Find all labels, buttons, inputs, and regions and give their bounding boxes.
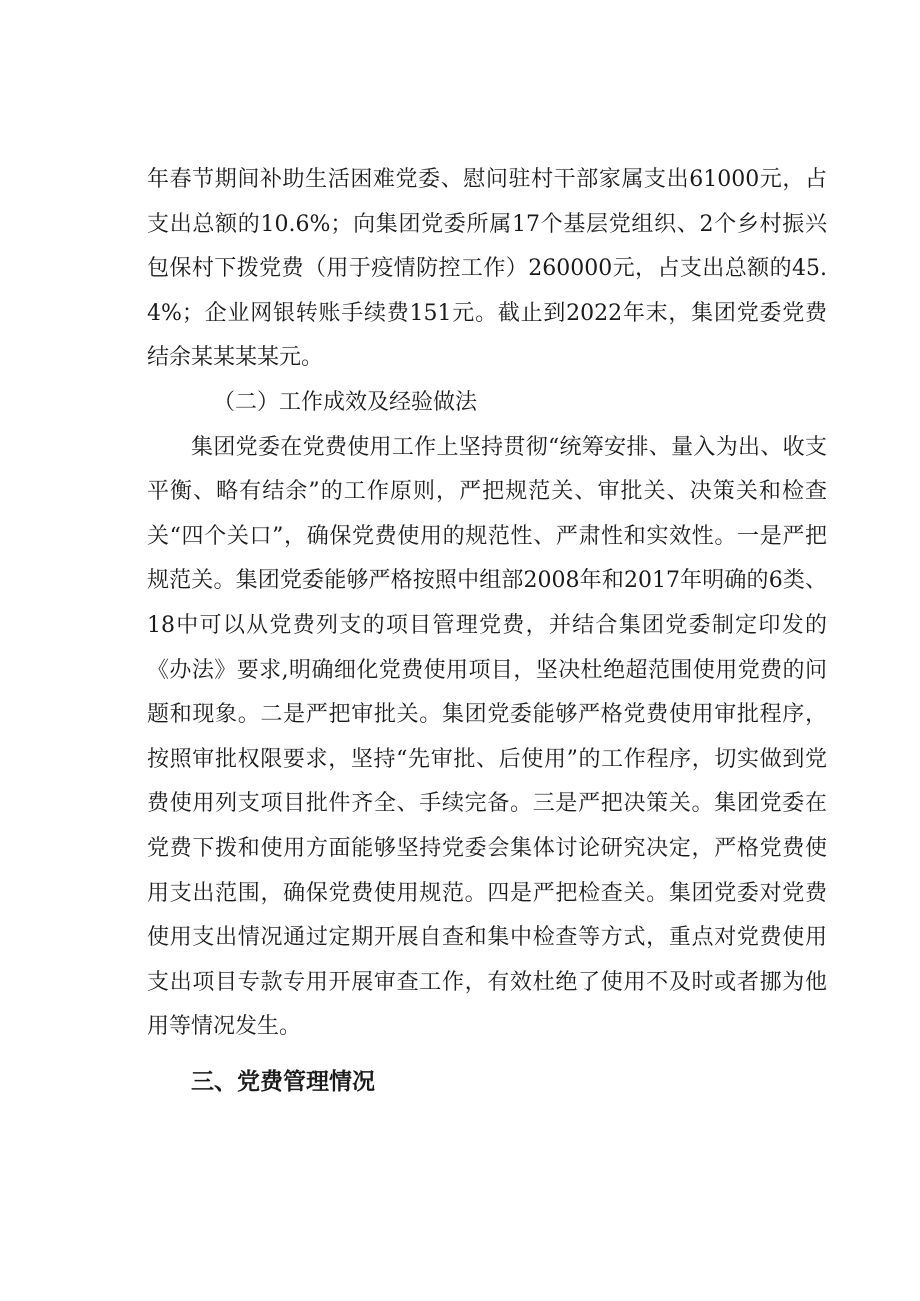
paragraph-main: 集团党委在党费使用工作上坚持贯彻“统筹安排、量入为出、收支平衡、略有结余”的工作原则，严把规范关、审批关、决策关和检查关“四个关口”，确保党费使用的规范性、严肃性和实效性。一是严把规范关。集团党委能够严格按照中组部2008年和2017年明确的6类、18中可以从党费列支的项目管理党费，并结合集团党委制定印发的《办法》要求,明确细化党费使用项目，坚决杜绝超范围使用党费的问题和现象。二是严把审批关。集团党委能够严格党费使用审批程序，按照审批权限要求，坚持“先审批、后使用”的工作程序，切实做到党费使用列支项目批件齐全、手续完备。三是严把决策关。集团党委在党费下拨和使用方面能够坚持党委会集体讨论研究决定，严格党费使用支出范围，确保党费使用规范。四是严把检查关。集团党委对党费使用支出情况通过定期开展自查和集中检查等方式，重点对党费使用支出项目专款专用开展审查工作，有效杜绝了使用不及时或者挪为他用等情况发生。 [147, 434, 827, 1040]
section-heading-fee-management: 三、党费管理情况 [191, 1068, 375, 1095]
document-body [147, 158, 827, 1104]
subheading-work-results: （二）工作成效及经验做法 [213, 389, 478, 415]
paragraph-continued: 年春节期间补助生活困难党委、慰问驻村干部家属支出61000元，占支出总额的10.6%；向集团党委所属17个基层党组织、2个乡村振兴包保村下拨党费（用于疫情防控工作）260000元，占支出总额的45.4%；企业网银转账手续费151元。截止到2022年末，集团党委党费结余某某某某元。 [147, 167, 827, 371]
